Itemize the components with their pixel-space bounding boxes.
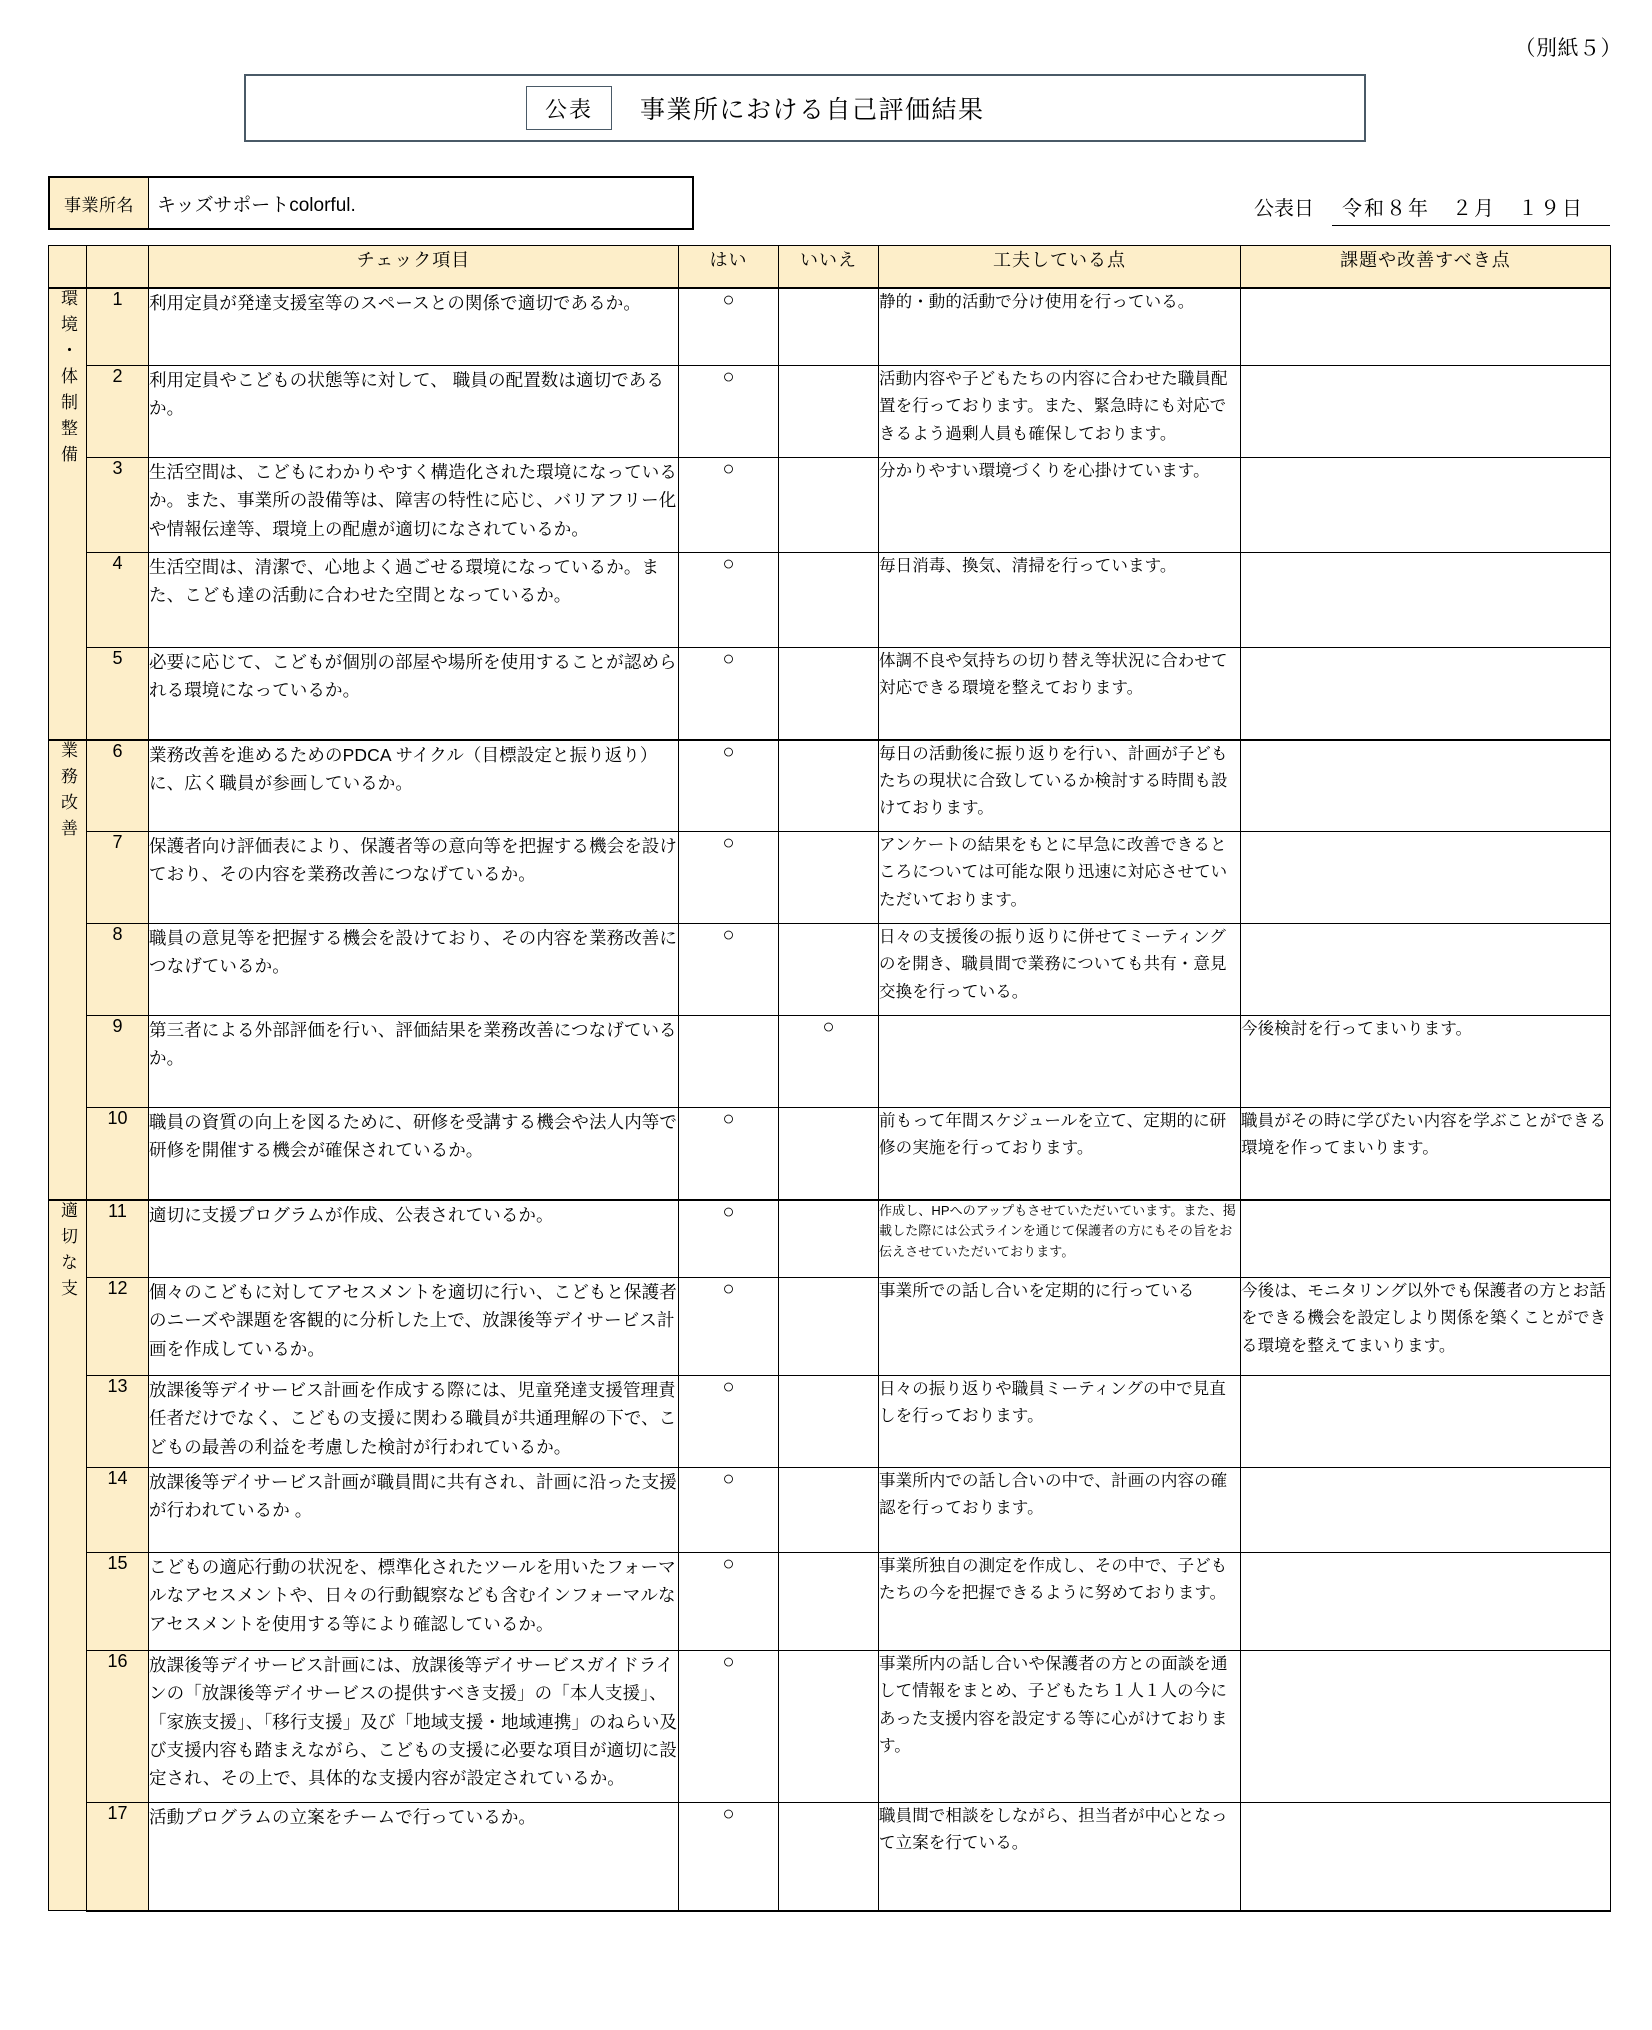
no-mark xyxy=(779,924,879,1016)
publication-badge: 公表 xyxy=(526,86,612,130)
row-number: 9 xyxy=(87,1016,149,1108)
issue-text xyxy=(1241,553,1611,648)
table-row xyxy=(49,740,1611,832)
good-point-text: 静的・動的活動で分け使用を行っている。 xyxy=(879,288,1241,366)
good-point-text: アンケートの結果をもとに早急に改善できるところについては可能な限り迅速に対応させていただいております。 xyxy=(879,832,1241,924)
issue-text xyxy=(1241,366,1611,458)
no-mark xyxy=(779,1651,879,1803)
row-number: 4 xyxy=(87,553,149,648)
title-banner xyxy=(244,74,1366,142)
good-point-text: 事業所内の話し合いや保護者の方との面談を通して情報をまとめ、子どもたち１人１人の今にあった支援内容を設定する等に心がけております。 xyxy=(879,1651,1241,1803)
issue-text xyxy=(1241,288,1611,366)
table-row xyxy=(49,1108,1611,1200)
no-mark xyxy=(779,366,879,458)
row-number: 10 xyxy=(87,1108,149,1200)
table-row xyxy=(49,553,1611,648)
good-point-text: 事業所内での話し合いの中で、計画の内容の確認を行っております。 xyxy=(879,1468,1241,1553)
yes-mark: ○ xyxy=(679,553,779,648)
good-point-text: 毎日消毒、換気、清掃を行っています。 xyxy=(879,553,1241,648)
facility-name-box xyxy=(48,176,694,230)
good-point-text: 日々の支援後の振り返りに併せてミーティングのを開き、職員間で業務についても共有・意見交換を行っている。 xyxy=(879,924,1241,1016)
table-row xyxy=(49,1553,1611,1651)
row-number: 3 xyxy=(87,458,149,553)
publish-date-value: 令和８年 ２月 １９日 xyxy=(1332,192,1610,226)
issue-text xyxy=(1241,832,1611,924)
section-label-cell xyxy=(49,740,87,1200)
self-evaluation-table xyxy=(48,245,1611,1912)
table-row xyxy=(49,924,1611,1016)
issue-text xyxy=(1241,458,1611,553)
good-point-text xyxy=(879,1016,1241,1108)
check-item-text: 業務改善を進めるためのPDCA サイクル（目標設定と振り返り）に、広く職員が参画しているか。 xyxy=(149,740,679,832)
no-mark xyxy=(779,553,879,648)
table-row xyxy=(49,1651,1611,1803)
section-label: 環境・体制整備 xyxy=(58,288,77,471)
no-mark xyxy=(779,832,879,924)
yes-mark: ○ xyxy=(679,924,779,1016)
no-mark xyxy=(779,648,879,740)
yes-mark: ○ xyxy=(679,1108,779,1200)
check-item-text: 生活空間は、清潔で、心地よく過ごせる環境になっているか。また、こども達の活動に合わせた空間となっているか。 xyxy=(149,553,679,648)
header-item: チェック項目 xyxy=(149,246,679,288)
publish-date-label: 公表日 xyxy=(1254,198,1314,220)
row-number: 14 xyxy=(87,1468,149,1553)
yes-mark: ○ xyxy=(679,1200,779,1278)
check-item-text: 職員の意見等を把握する機会を設けており、その内容を業務改善につなげているか。 xyxy=(149,924,679,1016)
section-label: 業務改善 xyxy=(58,740,77,845)
yes-mark xyxy=(679,1016,779,1108)
good-point-text: 分かりやすい環境づくりを心掛けています。 xyxy=(879,458,1241,553)
yes-mark: ○ xyxy=(679,1376,779,1468)
row-number: 5 xyxy=(87,648,149,740)
yes-mark: ○ xyxy=(679,1278,779,1376)
good-point-text: 職員間で相談をしながら、担当者が中心となって立案を行ている。 xyxy=(879,1803,1241,1911)
check-item-text: 放課後等デイサービス計画を作成する際には、児童発達支援管理責任者だけでなく、こどもの支援に関わる職員が共通理解の下で、こどもの最善の利益を考慮した検討が行われているか。 xyxy=(149,1376,679,1468)
issue-text: 今後検討を行ってまいります。 xyxy=(1241,1016,1611,1108)
yes-mark: ○ xyxy=(679,740,779,832)
check-item-text: 職員の資質の向上を図るために、研修を受講する機会や法人内等で研修を開催する機会が確保されているか。 xyxy=(149,1108,679,1200)
check-item-text: 放課後等デイサービス計画には、放課後等デイサービスガイドラインの「放課後等デイサービスの提供すべき支援」の「本人支援」、「家族支援」、「移行支援」及び「地域支援・地域連携」のねらい及び支援内容も踏まえながら、こどもの支援に必要な項目が適切に設定され、その上で、具体的な支援内容が設定されているか。 xyxy=(149,1651,679,1803)
table-row xyxy=(49,1016,1611,1108)
row-number: 2 xyxy=(87,366,149,458)
table-header-row xyxy=(49,246,1611,288)
form-reference-label: （別紙５） xyxy=(1514,37,1622,60)
yes-mark: ○ xyxy=(679,1468,779,1553)
table-row xyxy=(49,648,1611,740)
table-row xyxy=(49,288,1611,366)
good-point-text: 体調不良や気持ちの切り替え等状況に合わせて対応できる環境を整えております。 xyxy=(879,648,1241,740)
check-item-text: 利用定員が発達支援室等のスペースとの関係で適切であるか。 xyxy=(149,288,679,366)
no-mark xyxy=(779,1376,879,1468)
good-point-text: 活動内容や子どもたちの内容に合わせた職員配置を行っております。また、緊急時にも対応できるよう過剰人員も確保しております。 xyxy=(879,366,1241,458)
check-item-text: 第三者による外部評価を行い、評価結果を業務改善につなげているか。 xyxy=(149,1016,679,1108)
row-number: 12 xyxy=(87,1278,149,1376)
yes-mark: ○ xyxy=(679,366,779,458)
issue-text xyxy=(1241,924,1611,1016)
header-issue: 課題や改善すべき点 xyxy=(1241,246,1611,288)
no-mark xyxy=(779,1200,879,1278)
good-point-text: 毎日の活動後に振り返りを行い、計画が子どもたちの現状に合致しているか検討する時間も設けております。 xyxy=(879,740,1241,832)
header-good: 工夫している点 xyxy=(879,246,1241,288)
no-mark xyxy=(779,1468,879,1553)
yes-mark: ○ xyxy=(679,458,779,553)
yes-mark: ○ xyxy=(679,288,779,366)
table-row xyxy=(49,366,1611,458)
header-no: いいえ xyxy=(779,246,879,288)
good-point-text: 日々の振り返りや職員ミーティングの中で見直しを行っております。 xyxy=(879,1376,1241,1468)
facility-name-label: 事業所名 xyxy=(50,178,149,228)
issue-text xyxy=(1241,1553,1611,1651)
table-row xyxy=(49,1278,1611,1376)
table-row xyxy=(49,1376,1611,1468)
table-row xyxy=(49,458,1611,553)
no-mark: ○ xyxy=(779,1016,879,1108)
issue-text: 職員がその時に学びたい内容を学ぶことができる環境を作ってまいります。 xyxy=(1241,1108,1611,1200)
no-mark xyxy=(779,740,879,832)
table-row xyxy=(49,1803,1611,1911)
table-row xyxy=(49,1468,1611,1553)
yes-mark: ○ xyxy=(679,1651,779,1803)
issue-text xyxy=(1241,1651,1611,1803)
no-mark xyxy=(779,1278,879,1376)
issue-text xyxy=(1241,1803,1611,1911)
good-point-text: 前もって年間スケジュールを立て、定期的に研修の実施を行っております。 xyxy=(879,1108,1241,1200)
issue-text xyxy=(1241,1468,1611,1553)
issue-text: 今後は、モニタリング以外でも保護者の方とお話をできる機会を設定しより関係を築くことができる環境を整えてまいります。 xyxy=(1241,1278,1611,1376)
row-number: 17 xyxy=(87,1803,149,1911)
check-item-text: 活動プログラムの立案をチームで行っているか。 xyxy=(149,1803,679,1911)
row-number: 7 xyxy=(87,832,149,924)
no-mark xyxy=(779,1553,879,1651)
issue-text xyxy=(1241,740,1611,832)
check-item-text: こどもの適応行動の状況を、標準化されたツールを用いたフォーマルなアセスメントや、日々の行動観察なども含むインフォーマルなアセスメントを使用する等により確認しているか。 xyxy=(149,1553,679,1651)
header-number xyxy=(87,246,149,288)
section-label-cell xyxy=(49,1200,87,1911)
yes-mark: ○ xyxy=(679,648,779,740)
no-mark xyxy=(779,458,879,553)
row-number: 8 xyxy=(87,924,149,1016)
check-item-text: 個々のこどもに対してアセスメントを適切に行い、こどもと保護者のニーズや課題を客観的に分析した上で、放課後等デイサービス計画を作成しているか。 xyxy=(149,1278,679,1376)
row-number: 15 xyxy=(87,1553,149,1651)
issue-text xyxy=(1241,1376,1611,1468)
row-number: 13 xyxy=(87,1376,149,1468)
facility-name-value: キッズサポートcolorful. xyxy=(157,194,356,216)
header-yes: はい xyxy=(679,246,779,288)
row-number: 6 xyxy=(87,740,149,832)
header-section xyxy=(49,246,87,288)
check-item-text: 生活空間は、こどもにわかりやすく構造化された環境になっているか。また、事業所の設備等は、障害の特性に応じ、バリアフリー化や情報伝達等、環境上の配慮が適切になされているか。 xyxy=(149,458,679,553)
good-point-text: 作成し、HPへのアップもさせていただいています。また、掲載した際には公式ラインを通じて保護者の方にもその旨をお伝えさせていただいております。 xyxy=(879,1200,1241,1278)
page-title: 事業所における自己評価結果 xyxy=(640,96,985,124)
yes-mark: ○ xyxy=(679,832,779,924)
check-item-text: 必要に応じて、こどもが個別の部屋や場所を使用することが認められる環境になっているか。 xyxy=(149,648,679,740)
issue-text xyxy=(1241,648,1611,740)
check-item-text: 適切に支援プログラムが作成、公表されているか。 xyxy=(149,1200,679,1278)
good-point-text: 事業所での話し合いを定期的に行っている xyxy=(879,1278,1241,1376)
check-item-text: 利用定員やこどもの状態等に対して、 職員の配置数は適切であるか。 xyxy=(149,366,679,458)
row-number: 1 xyxy=(87,288,149,366)
check-item-text: 放課後等デイサービス計画が職員間に共有され、計画に沿った支援が行われているか 。 xyxy=(149,1468,679,1553)
yes-mark: ○ xyxy=(679,1803,779,1911)
no-mark xyxy=(779,1108,879,1200)
check-item-text: 保護者向け評価表により、保護者等の意向等を把握する機会を設けており、その内容を業務改善につなげているか。 xyxy=(149,832,679,924)
publish-date xyxy=(1254,192,1610,226)
yes-mark: ○ xyxy=(679,1553,779,1651)
table-row xyxy=(49,832,1611,924)
no-mark xyxy=(779,1803,879,1911)
good-point-text: 事業所独自の測定を作成し、その中で、子どもたちの今を把握できるように努めております。 xyxy=(879,1553,1241,1651)
issue-text xyxy=(1241,1200,1611,1278)
section-label-cell xyxy=(49,288,87,740)
no-mark xyxy=(779,288,879,366)
row-number: 11 xyxy=(87,1200,149,1278)
table-row xyxy=(49,1200,1611,1278)
section-label: 適切な支 xyxy=(58,1200,77,1305)
row-number: 16 xyxy=(87,1651,149,1803)
